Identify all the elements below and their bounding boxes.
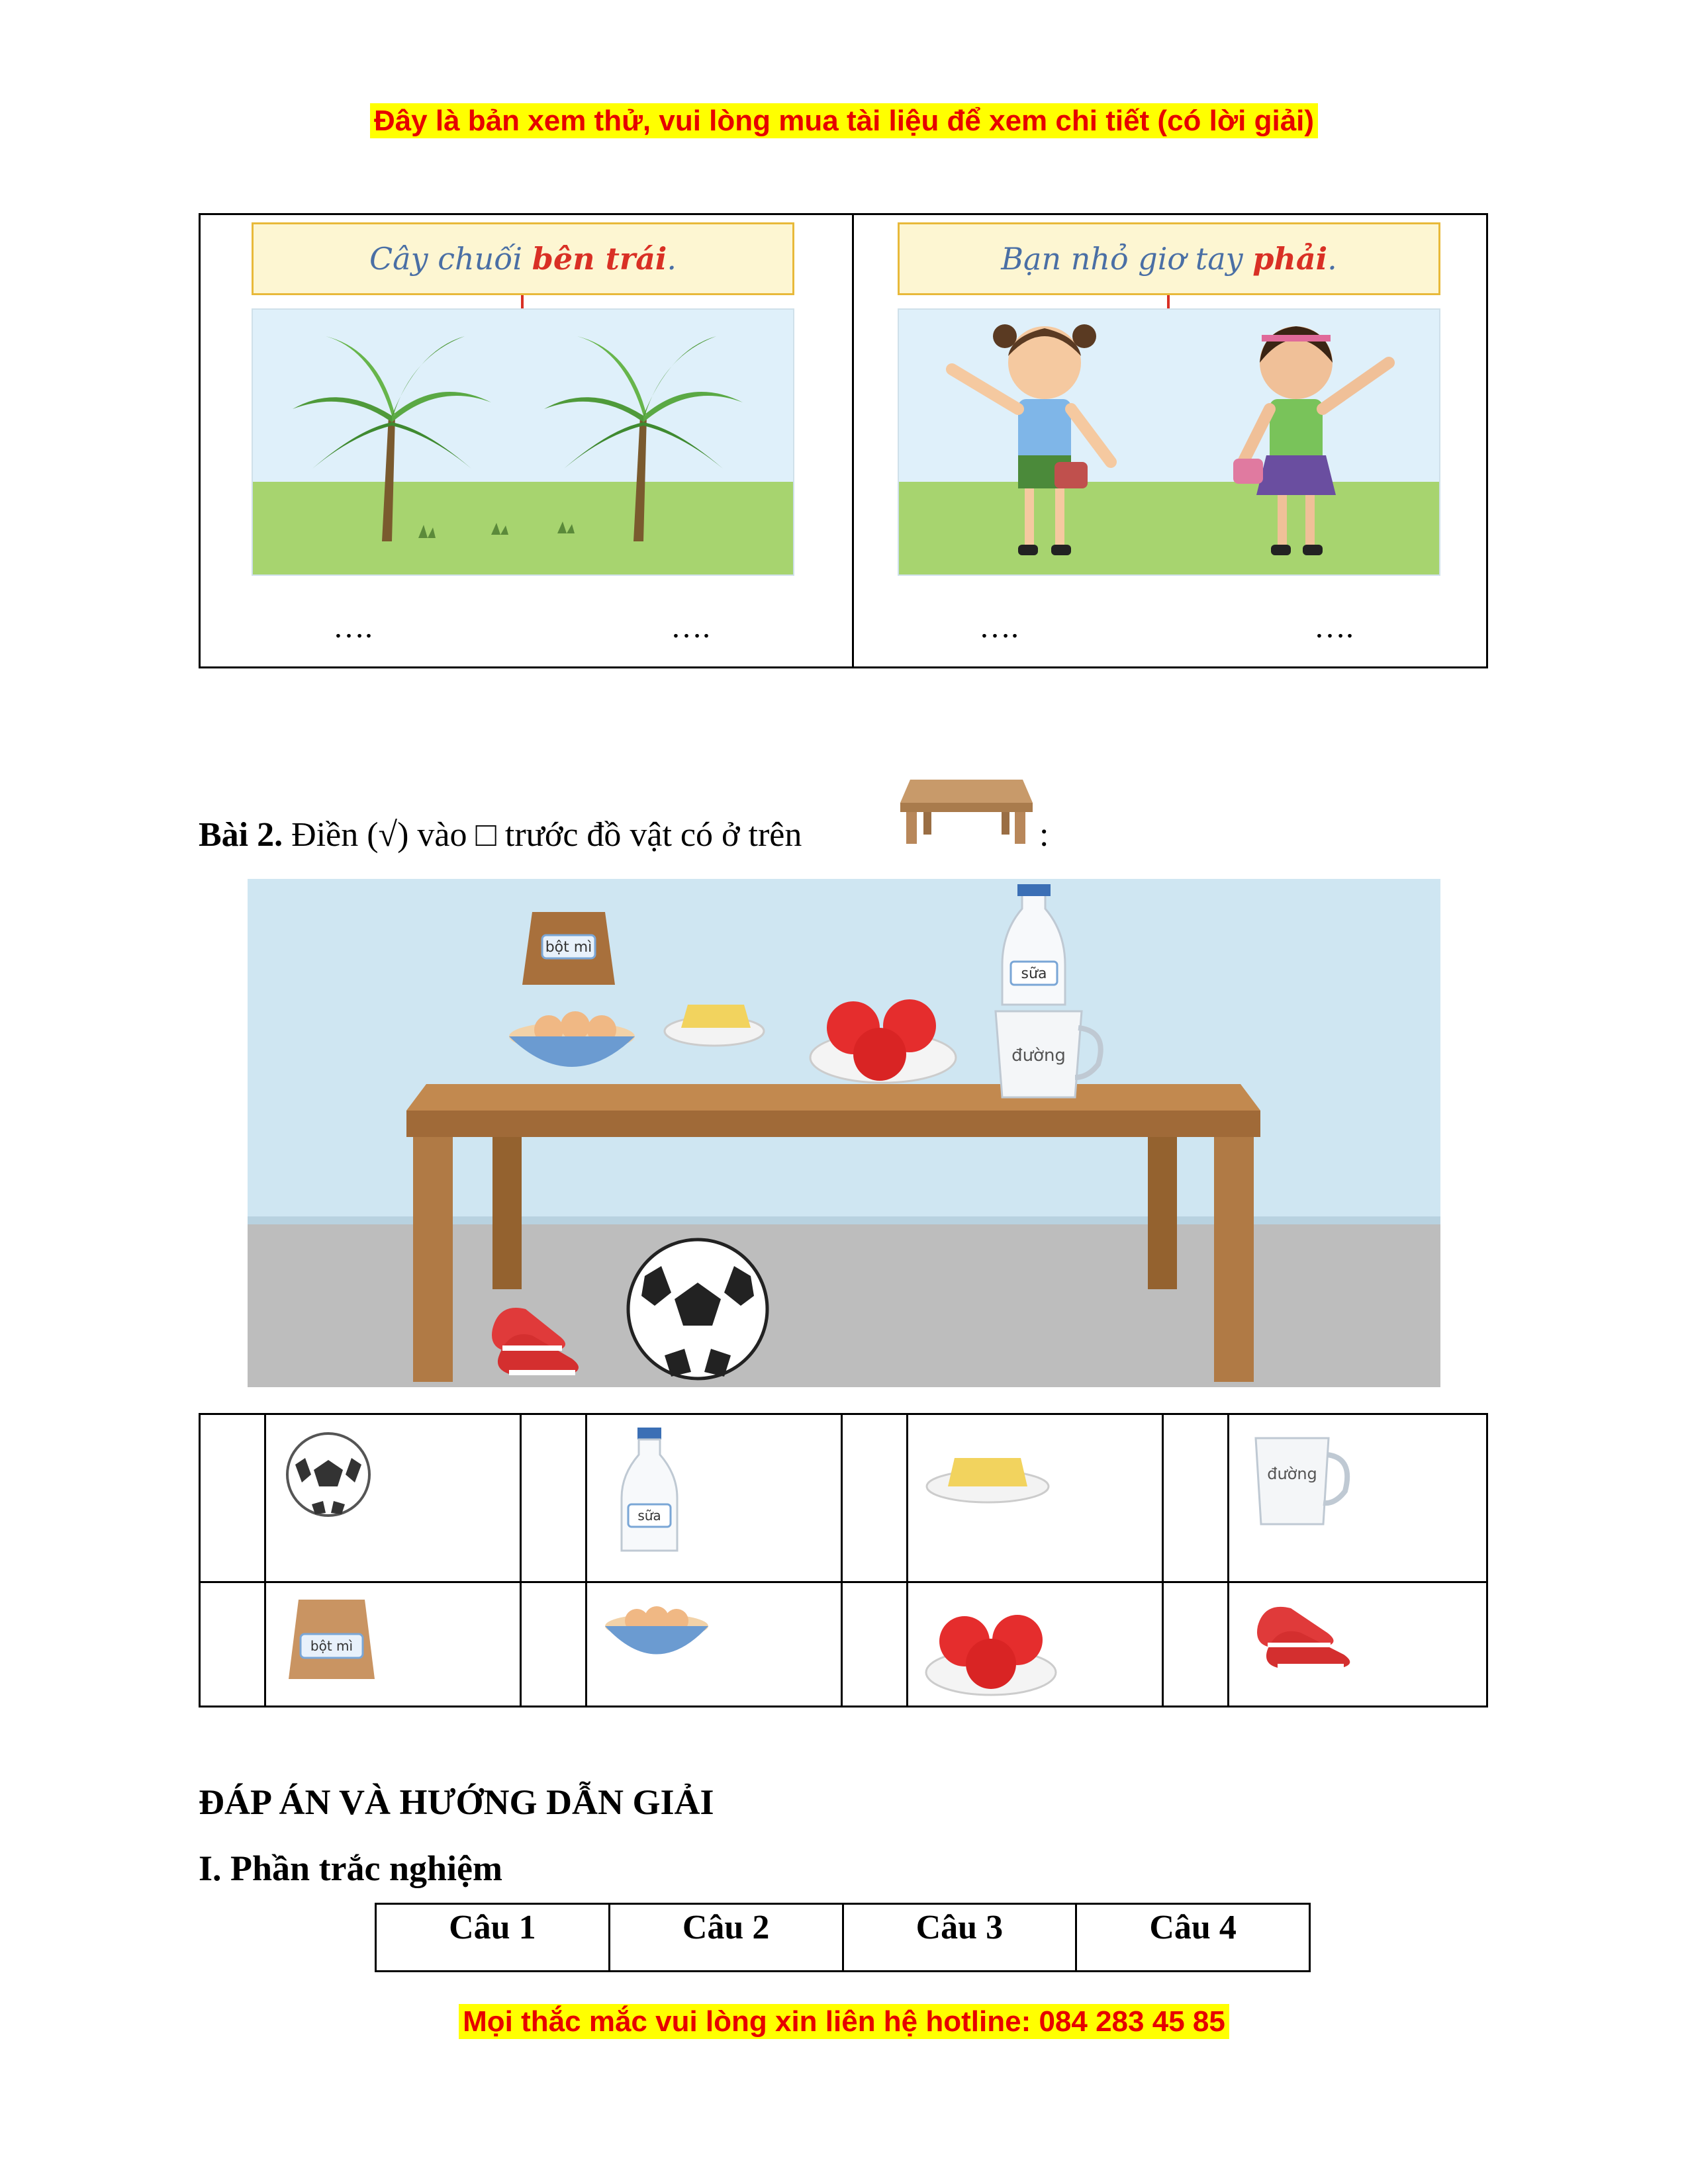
milk-bottle-icon <box>616 1425 682 1557</box>
checkbox-butter[interactable] <box>841 1413 908 1583</box>
checkbox-sugar[interactable] <box>1162 1413 1229 1583</box>
banana-trees-illustration <box>253 310 794 576</box>
answer-table <box>375 1903 1311 1972</box>
flour-scene-label: bột mì <box>545 939 592 956</box>
checkbox-flour[interactable] <box>199 1581 266 1707</box>
apples-plate-icon <box>921 1590 1060 1699</box>
children-illustration <box>899 310 1440 576</box>
item-cell-butter <box>906 1413 1164 1583</box>
table-scene <box>248 879 1440 1387</box>
blank-2[interactable]: …. <box>671 610 710 645</box>
item-cell-apples <box>906 1581 1164 1707</box>
exercise2-question: Bài 2. Điền (√) vào □ trước đồ vật có ở trên <box>199 816 802 854</box>
sugar-scene-label: đường <box>1011 1046 1066 1066</box>
banana-tree-label: Cây chuối bên trái. <box>252 222 794 295</box>
butter-icon <box>921 1435 1054 1508</box>
answer-col-4: Câu 4 <box>1149 1909 1237 1946</box>
answer-col-1: Câu 1 <box>377 1905 610 1970</box>
children-scene <box>898 308 1440 576</box>
soccer-ball-icon <box>282 1428 375 1521</box>
milk-label: sữa <box>637 1508 661 1524</box>
flour-label: bột mì <box>310 1638 353 1654</box>
flour-bag-icon <box>282 1593 381 1686</box>
item-cell-flour <box>264 1581 522 1707</box>
table-scene-illustration <box>248 879 1440 1387</box>
hotline-notice: Mọi thắc mắc vui lòng xin liên hệ hotline: 084 283 45 85 <box>0 2005 1688 2038</box>
checkbox-shoes[interactable] <box>1162 1581 1229 1707</box>
blank-3[interactable]: …. <box>979 610 1019 645</box>
exercise2-colon: : <box>1039 816 1049 854</box>
banana-tree-scene <box>252 308 794 576</box>
item-cell-ball <box>264 1413 522 1583</box>
item-cell-milk <box>585 1413 843 1583</box>
table-icon <box>897 766 1036 846</box>
checkbox-eggs[interactable] <box>520 1581 587 1707</box>
soccer-ball-scene-icon <box>628 1240 767 1379</box>
sugar-jug-icon <box>1249 1425 1355 1531</box>
item-cell-sugar <box>1227 1413 1488 1583</box>
checkbox-ball[interactable] <box>199 1413 266 1583</box>
label-connector <box>521 295 524 308</box>
section-heading: I. Phần trắc nghiệm <box>199 1848 502 1888</box>
blank-4[interactable]: …. <box>1314 610 1354 645</box>
flour-scene-icon <box>522 912 615 985</box>
answer-col-3: Câu 3 <box>844 1905 1078 1970</box>
item-cell-eggs <box>585 1581 843 1707</box>
answer-col-2: Câu 2 <box>610 1905 844 1970</box>
preview-notice: Đây là bản xem thử, vui lòng mua tài liệu để xem chi tiết (có lời giải) <box>0 105 1688 138</box>
answers-heading: ĐÁP ÁN VÀ HƯỚNG DẪN GIẢI <box>199 1782 714 1822</box>
label-connector-right <box>1167 295 1170 308</box>
raise-hand-label: Bạn nhỏ giơ tay phải. <box>898 222 1440 295</box>
checkbox-apples[interactable] <box>841 1581 908 1707</box>
exercise1-divider <box>852 213 854 668</box>
blank-1[interactable]: …. <box>333 610 373 645</box>
shoes-icon <box>1248 1596 1360 1669</box>
eggs-bowl-icon <box>600 1600 713 1672</box>
sugar-label: đường <box>1267 1465 1317 1483</box>
milk-scene-label: sữa <box>1021 966 1047 982</box>
item-cell-shoes <box>1227 1581 1488 1707</box>
checkbox-milk[interactable] <box>520 1413 587 1583</box>
